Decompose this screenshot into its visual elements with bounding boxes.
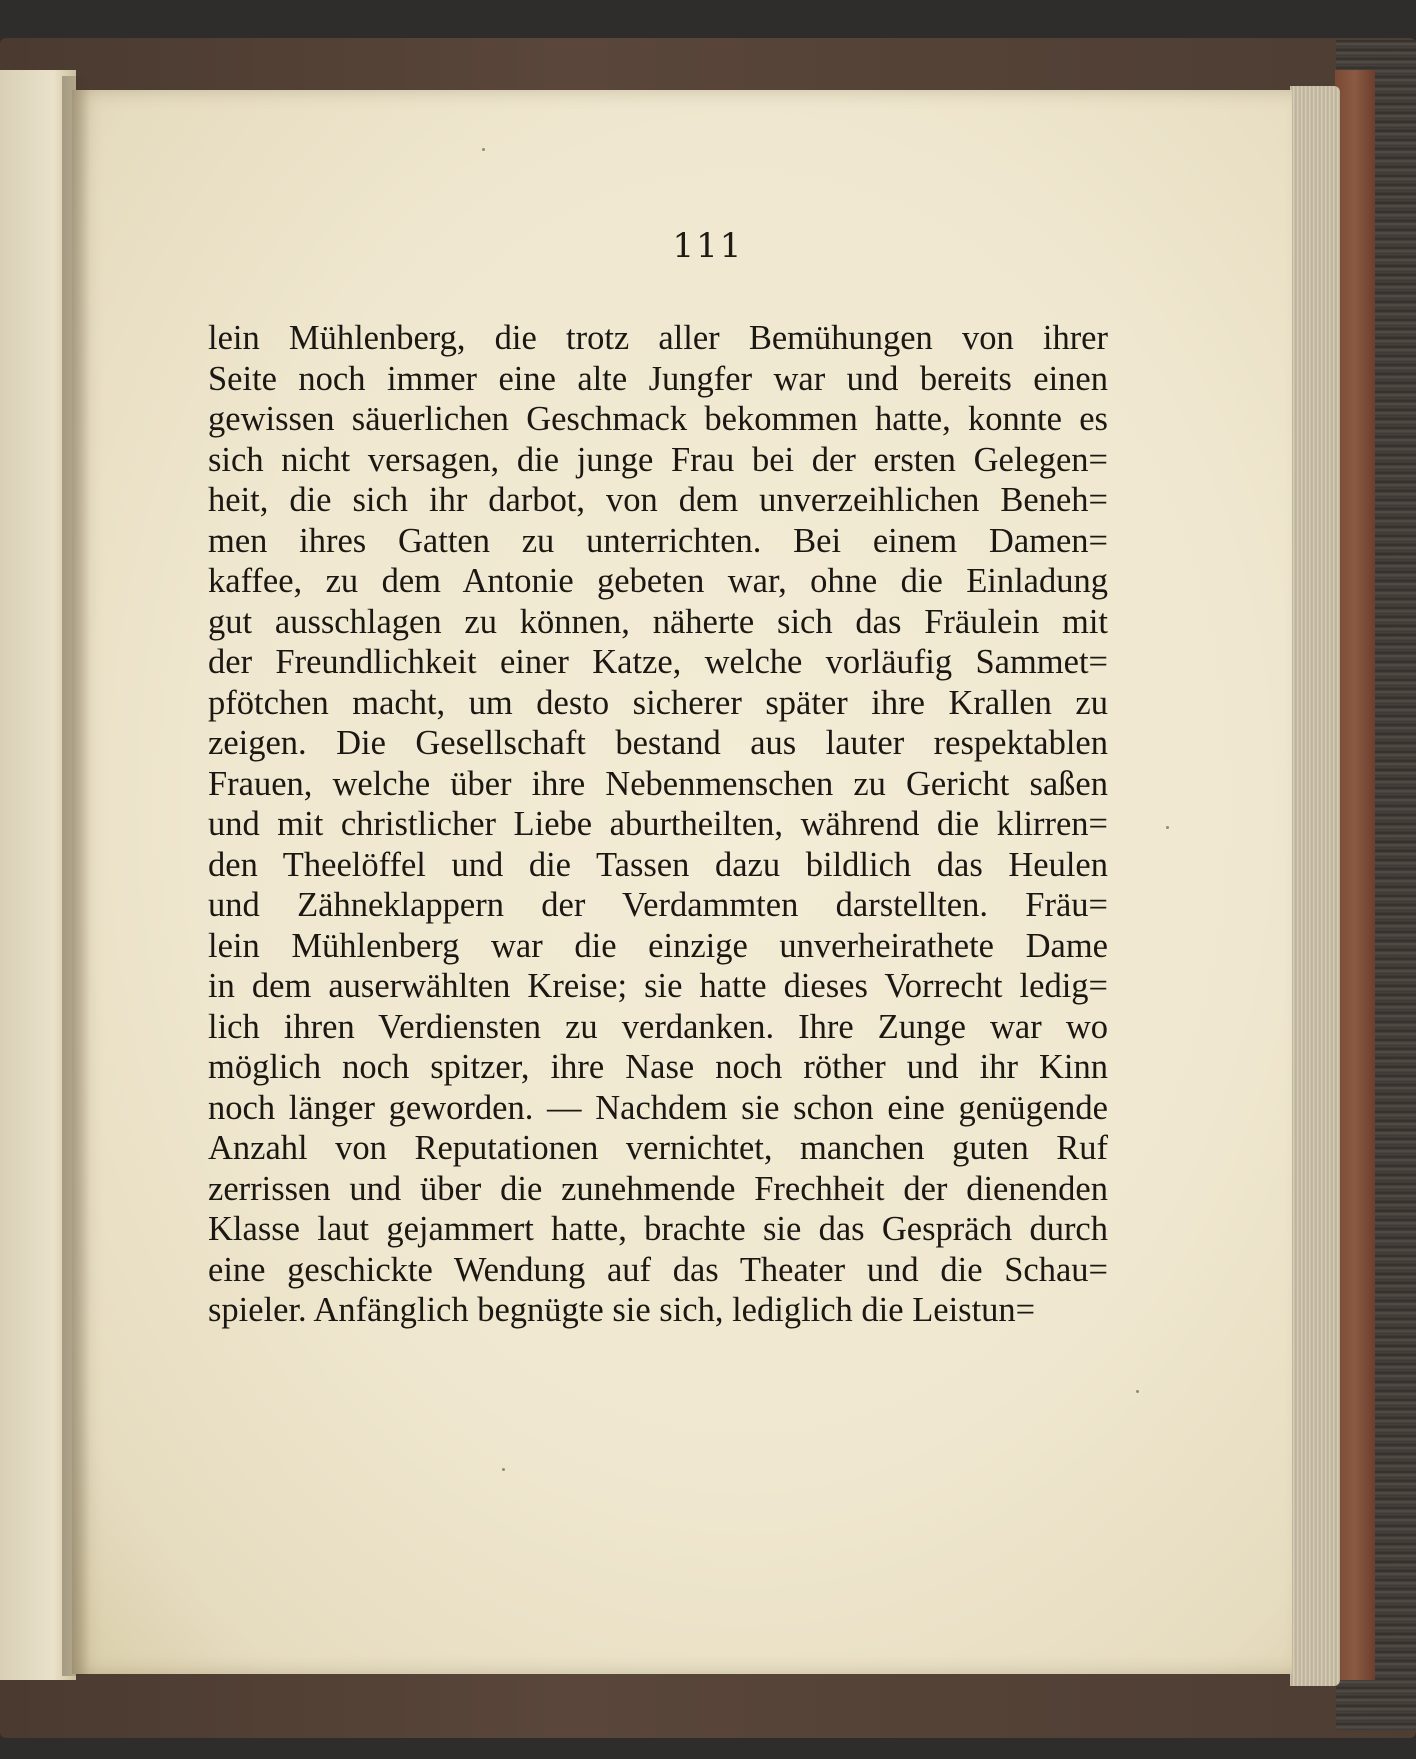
text-line: lein Mühlenberg, die trotz aller Bemühungen von ihrer: [208, 319, 1108, 357]
paper-speck: [1136, 1390, 1139, 1393]
text-line: in dem auserwählten Kreise; sie hatte dieses Vorrecht ledig=: [208, 967, 1108, 1005]
text-line: eine geschickte Wendung auf das Theater und die Schau=: [208, 1250, 1108, 1289]
leather-edge: [1335, 70, 1375, 1680]
text-line: Frauen, welche über ihre Nebenmenschen zu Gericht saßen: [208, 764, 1108, 803]
text-line: noch länger geworden. — Nachdem sie schon eine genügende: [208, 1088, 1108, 1127]
text-line: lein Mühlenberg war die einzige unverheirathete Dame: [208, 926, 1108, 965]
text-line: zeigen. Die Gesellschaft bestand aus lauter respektablen: [208, 724, 1108, 762]
page-gutter-shadow: [62, 76, 90, 1676]
text-line: und Zähneklappern der Verdammten darstellten. Fräu=: [208, 886, 1108, 924]
text-line: möglich noch spitzer, ihre Nase noch röther und ihr Kinn: [208, 1048, 1108, 1086]
text-line: heit, die sich ihr darbot, von dem unverzeihlichen Beneh=: [208, 481, 1108, 519]
text-line: Seite noch immer eine alte Jungfer war und bereits einen: [208, 359, 1108, 398]
paper-speck: [502, 1468, 505, 1471]
text-line: zerrissen und über die zunehmende Frechheit der dienenden: [208, 1169, 1108, 1208]
paper-speck: [1166, 826, 1169, 829]
text-line: Anzahl von Reputationen vernichtet, manchen guten Ruf: [208, 1129, 1108, 1167]
text-line: pfötchen macht, um desto sicherer später ihre Krallen zu: [208, 683, 1108, 722]
text-line: kaffee, zu dem Antonie gebeten war, ohne die Einladung: [208, 562, 1108, 600]
paper-speck: [482, 148, 485, 151]
body-text: [208, 318, 1108, 1331]
page-number: 111: [672, 226, 744, 266]
text-line: der Freundlichkeit einer Katze, welche vorläufig Sammet=: [208, 643, 1108, 681]
text-line: spieler. Anfänglich begnügte sie sich, lediglich die Leistun=: [208, 1291, 1036, 1329]
page-edges: [1290, 86, 1340, 1686]
text-line: men ihres Gatten zu unterrichten. Bei einem Damen=: [208, 521, 1108, 560]
text-line: lich ihren Verdiensten zu verdanken. Ihre Zunge war wo: [208, 1007, 1108, 1046]
text-line: den Theelöffel und die Tassen dazu bildlich das Heulen: [208, 845, 1108, 884]
text-line: sich nicht versagen, die junge Frau bei der ersten Gelegen=: [208, 440, 1108, 479]
text-line: Klasse laut gejammert hatte, brachte sie das Gespräch durch: [208, 1210, 1108, 1248]
text-line: gut ausschlagen zu können, näherte sich das Fräulein mit: [208, 602, 1108, 641]
text-line: und mit christlicher Liebe aburtheilten, während die klirren=: [208, 805, 1108, 843]
text-line: gewissen säuerlichen Geschmack bekommen hatte, konnte es: [208, 400, 1108, 438]
